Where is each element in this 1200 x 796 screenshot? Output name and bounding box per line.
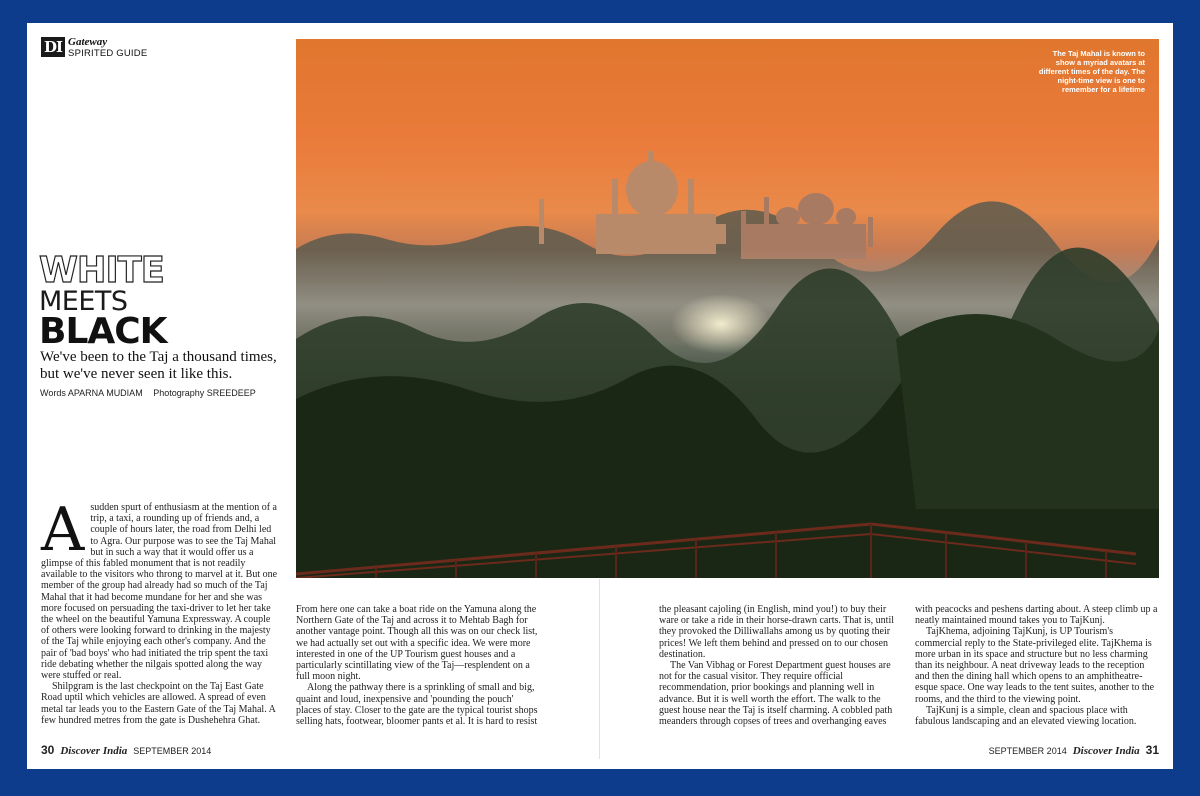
taj-mahal-photo	[296, 39, 1159, 578]
section-name: Gateway	[68, 36, 108, 48]
paragraph: From here one can take a boat ride on the Yamuna along the Northern Gate of the Taj and across it to Mehtab Bagh for another vantage point. Though all this was on our check list, we had actually set out with a specific idea. We were more interested in one of the UP Tourism guest houses and a particularly scintillating view of the Taj—resplendent on a full moon night.	[296, 604, 538, 683]
paragraph: TajKunj is a simple, clean and spacious place with fabulous landscaping and an elevated viewing location.	[915, 704, 1137, 728]
body-column-4	[915, 604, 1160, 727]
paragraph: Along the pathway there is a sprinkling of small and big, quaint and loud, inexpensive and 'pounding the pouch' places of stay. Closer to the gate are the typical tourist shops selling hats, footwear, bloomer pants et al. It is hard to resist	[296, 682, 538, 728]
paragraph: TajKhema, adjoining TajKunj, is UP Tourism's commercial reply to the State-privileged elite. TajKhema is more urban in its space and structure but no less charming than its neighbour. A neat driveway leads to the reception and then the dining hall which opens to an amphitheatre-esque space. One way leads to the tent suites, another to the rooms, and the third to the viewing point.	[915, 626, 1155, 705]
magazine-name-left: Discover India	[60, 745, 128, 757]
body-column-1	[41, 495, 281, 726]
issue-date-left: SEPTEMBER 2014	[133, 746, 212, 756]
magazine-name-right: Discover India	[1072, 745, 1140, 757]
paragraph: sudden spurt of enthusiasm at the mention of a trip, a taxi, a rounding up of friends and, a couple of hours later, the road from Delhi led to Agra. Our purpose was to see the Taj Mahal but in such a way that it would offer us a glimpse of this fabled monument that is not readily available to the visitors who throng to marvel at it. But one member of the group had already had so much of the Taj Mahal that it had become mundane for her and she was more focused on persuading the taxi-driver to let her take the wheel on the beautiful Yamuna Expressway. A couple of others were looking forward to drinking in the majesty of the Taj while enjoying each other's company. And the pair of 'bad boys' who had initiated the trip spent the taxi ride debating whether the nilgais spotted along the way were stuffed or real.	[41, 502, 278, 682]
magazine-spread	[27, 23, 1173, 769]
issue-date-right: SEPTEMBER 2014	[988, 746, 1067, 756]
paragraph: The Van Vibhag or Forest Department guest houses are not for the casual visitor. They require official recommendation, prior bookings and planning well in advance. But it is well worth the effort. The walk to the guest house near the Taj is itself charming. A cobbled path meanders through copses of trees and overhanging eaves	[659, 660, 893, 728]
section-label	[68, 37, 147, 59]
gutter-line	[599, 579, 600, 759]
headline-line-3: BLACK	[39, 311, 167, 352]
section-tag	[41, 37, 147, 59]
body-column-3	[659, 604, 899, 727]
headline-line-1: WHITE	[39, 250, 164, 291]
photo-caption: The Taj Mahal is known to show a myriad avatars at different times of the day. The night-time view is one to remember for a lifetime	[1038, 49, 1145, 94]
paragraph: with peacocks and peshens darting about. A steep climb up a neatly maintained mound takes you to TajKunj.	[915, 604, 1158, 627]
drop-cap: A	[41, 495, 85, 565]
page-number-left: 30	[41, 743, 55, 757]
photo-credit: Photography SREEDEEP	[153, 388, 256, 398]
standfirst: We've been to the Taj a thousand times, but we've never seen it like this.	[40, 349, 277, 382]
photo-illustration	[296, 39, 1159, 578]
byline	[40, 388, 264, 398]
paragraph: the pleasant cajoling (in English, mind you!) to buy their ware or take a ride in their horse-drawn carts. That is, until they provoked the Dilliwallahs among us by quoting their prices! We left them behind and pressed on to our chosen destination.	[659, 604, 895, 660]
folio-right	[989, 743, 1159, 757]
folio-left	[41, 743, 211, 757]
paragraph: Shilpgram is the last checkpoint on the Taj East Gate Road uptil which vehicles are allowed. A spread of even metal tar leads you to the Eastern Gate of the Taj Mahal. A few hundred metres from the gate is Dushehehra Ghat.	[41, 681, 276, 726]
headline-line-2: MEETS	[39, 286, 128, 317]
writer-credit: Words APARNA MUDIAM	[40, 388, 143, 398]
subsection-name: SPIRITED GUIDE	[68, 48, 148, 59]
body-column-2	[296, 604, 538, 727]
taj-mahal-silhouette	[539, 151, 873, 259]
magazine-logo: DI	[41, 37, 65, 57]
page-number-right: 31	[1145, 743, 1159, 757]
